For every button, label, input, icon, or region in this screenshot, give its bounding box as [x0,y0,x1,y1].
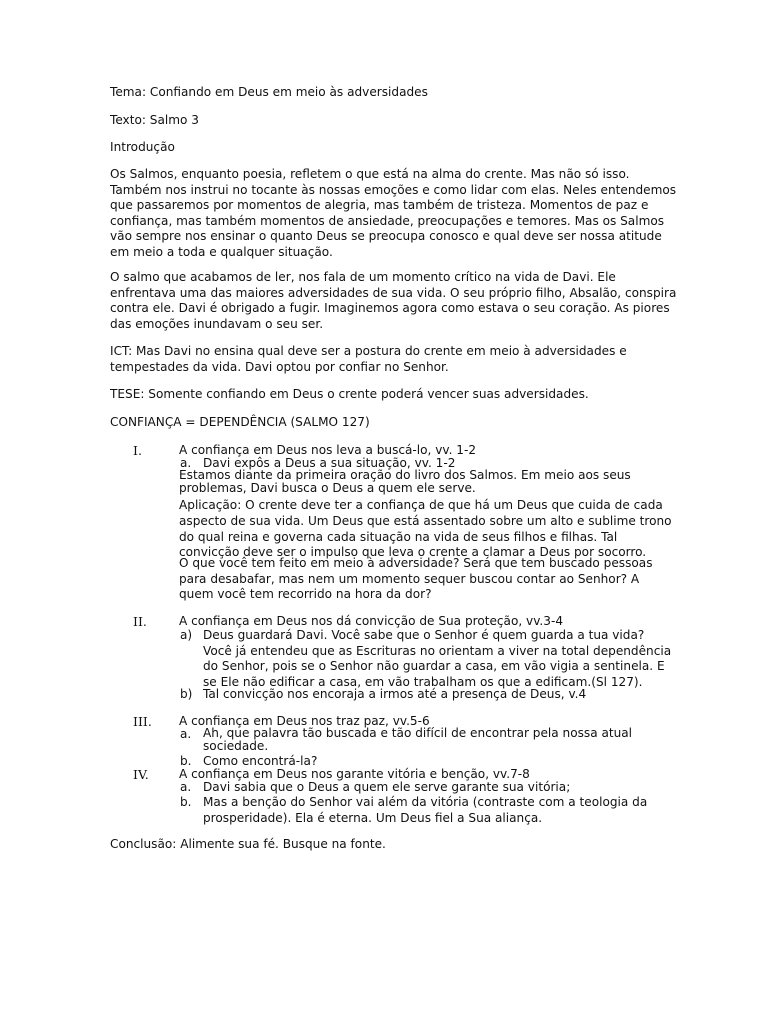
point-1-title: A confiança em Deus nos leva a buscá-lo, vv. 1-2 [179,443,477,457]
point-3-sub-b-marker: b. [180,754,192,768]
intro-paragraph-2: O salmo que acabamos de ler, nos fala de um momento crítico na vida de Davi. Ele enfrentava uma das maiores adversidades de sua vida. O seu próprio filho, Absalão, conspira contra ele. Davi é obrigado a fugir. Imaginemos agora como estava o seu coração. As piores das emoções inundavam o seu ser. [110,270,677,331]
point-4-sub-b-text: Mas a benção do Senhor vai além da vitória (contraste com a teologia da prosperidade). Ela é eterna. Um Deus fiel a Sua aliança. [203,795,648,825]
roman-numeral-1: I. [133,443,142,458]
intro-paragraph-1: Os Salmos, enquanto poesia, refletem o que está na alma do crente. Mas não só isso. Também nos instrui no tocante às nossas emoções e como lidar com elas. Neles entendemos que passaremos por momentos de alegria, mas também de tristeza. Momentos de paz e confiança, mas também momentos de ansiedade, preocupações e temores. Mas os Salmos vão sempre nos ensinar o quanto Deus se preocupa conosco e qual deve ser nossa atitude em meio a toda e qualquer situação. [110,167,677,259]
tese-line: TESE: Somente confiando em Deus o crente poderá vencer suas adversidades. [110,387,589,401]
texto-line: Texto: Salmo 3 [110,113,199,127]
point-4-sub-a-text: Davi sabia que o Deus a quem ele serve garante sua vitória; [203,780,571,794]
point-1-sub-a-text: Davi expôs a Deus a sua situação, vv. 1-2 [203,456,456,470]
point-4-sub-a-marker: a. [180,780,192,794]
point-2-sub-b-text: Tal convicção nos encoraja a irmos até a presença de Deus, v.4 [203,687,587,701]
point-2-sub-a-text: Deus guardará Davi. Você sabe que o Senhor é quem guarda a tua vida? Você já entendeu que as Escrituras no orientam a viver na total dependência do Senhor, pois se o Senhor não guardar a casa, em vão vigia a sentinela. E se Ele não edificar a casa, em vão trabalham os que a edificam.(Sl 127). [203,628,672,689]
introducao-heading: Introdução [110,140,175,154]
point-3-sub-a-text: Ah, que palavra tão buscada e tão difícil de encontrar pela nossa atual sociedade. [203,726,633,753]
point-1-application: Aplicação: O crente deve ter a confiança de que há um Deus que cuida de cada aspecto de sua vida. Um Deus que está assentado sobre um alto e sublime trono do qual reina e governa cada situação na vida de seus filhos e filhas. Tal convicção deve ser o impulso que leva o crente a clamar a Deus por socorro. [179,498,672,560]
confianca-heading: CONFIANÇA = DEPENDÊNCIA (SALMO 127) [110,415,370,429]
point-4-title: A confiança em Deus nos garante vitória e benção, vv.7-8 [179,767,530,781]
point-4-sub-b-marker: b. [180,795,192,809]
roman-numeral-2: II. [133,614,147,629]
point-1-sub-a-marker: a. [180,456,192,470]
point-1-question: O que você tem feito em meio à adversidade? Será que tem buscado pessoas para desabafar, mas nem um momento sequer buscou contar ao Senhor? A quem você tem recorrido na hora da dor? [179,556,653,601]
point-3-title: A confiança em Deus nos traz paz, vv.5-6 [179,714,430,728]
point-3-sub-a-marker: a. [180,727,192,741]
point-2-sub-b-marker: b) [180,687,193,701]
point-2-sub-a-marker: a) [180,628,193,642]
point-3-sub-b-text: Como encontrá-la? [203,754,318,768]
roman-numeral-4: IV. [133,767,149,782]
roman-numeral-3: III. [133,714,152,729]
tema-line: Tema: Confiando em Deus em meio às adversidades [110,85,428,99]
point-2-title: A confiança em Deus nos dá convicção de Sua proteção, vv.3-4 [179,614,564,628]
ict-paragraph: ICT: Mas Davi no ensina qual deve ser a postura do crente em meio à adversidades e tempestades da vida. Davi optou por confiar no Senhor. [110,344,627,374]
conclusao-line: Conclusão: Alimente sua fé. Busque na fonte. [110,837,386,851]
point-1-body: Estamos diante da primeira oração do livro dos Salmos. Em meio aos seus problemas, Davi busca o Deus a quem ele serve. [179,468,631,495]
